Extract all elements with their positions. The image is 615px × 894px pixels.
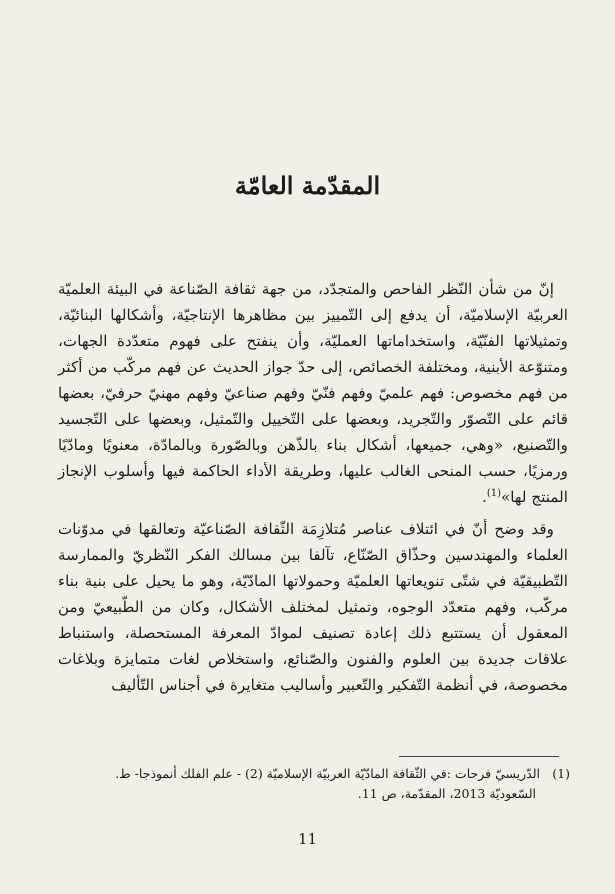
paragraph-1-text: إنّ من شأن النّظر الفاحص والمتجدّد، من جهة ثقافة الصّناعة في البيئة العلميّة العربيّة الإسلاميّة، أن يدفع إلى التّمييز بين مظاهرها الإنتاجيّة، وأشكالها البنائيّة، وتمثيلاتها الفنّيّة، واستخداماتها العمليّة، وأن ينفتح على فهوم متعدّدة الجهات، ومتنوّعة الأبنية، ومختلفة الخصائص، إلى حدّ جواز الحديث عن فهم مركّب من أكثر من فهم مخصوص: فهم علميّ وفهم فنّيّ وفهم صناعيّ وفهم مهنيّ حرفيّ، بعضها قائم على التّصوّر والتّجريد، وبعضها على التّخييل والتّمثيل، وبعضها على التّجسيد والتّصنيع، «وهي، جميعها، أشكال بناء بالذّهن وبالصّورة وبالمادّة، معنويًا ومادّيًا ورمزيًا، حسب المنحى الغالب عليها، وطريقة الأداء الحاكمة فيها وأسلوب الإنجاز المنتج لها» bbox=[58, 280, 568, 506]
body-text bbox=[58, 276, 568, 698]
footnote-divider bbox=[399, 756, 559, 757]
footnote bbox=[60, 764, 570, 804]
footnote-line-2: السّعوديّة 2013، المقدّمة، ص 11. bbox=[357, 786, 536, 801]
paragraph-1-tail: . bbox=[482, 488, 487, 506]
page-number: 11 bbox=[297, 830, 318, 848]
paragraph-2-text: وقد وضح أنّ في ائتلاف عناصر مُتلازِمَة الثّقافة الصّناعيّة وتعالقها في مدوّنات العلماء والمهندسين وحذّاق الصّنّاع، تآلفا بين مسالك الفكر النّظريّ والممارسة التّطبيقيّة في شتّى تنويعاتها العلميّة وحمولاتها المادّيّة، وهو ما يحيل على بنية بناء مركّب، وفهم متعدّد الوجوه، وتمثيل لمختلف الأشكال، وكان من الطّبيعيّ ومن المعقول أن يستتبع ذلك إعادة تصنيف لموادّ المعرفة المستحصلة، واستنباط علاقات جديدة بين العلوم والفنون والصّنائع، واستخلاص لغات متمايزة وبلاغات مخصوصة، في أنظمة التّفكير والتّعبير وأساليب متغايرة في أجناس التّأليف bbox=[58, 520, 568, 694]
footnote-number: (1) bbox=[552, 766, 570, 781]
footnote-line-1: الدّريسيّ فرحات :في الثّقافة المادّيّة العربيّة الإسلاميّة (2) - علم الفلك أنموذجا- ط. bbox=[115, 766, 541, 781]
paragraph-1 bbox=[58, 276, 568, 510]
footnote-reference[interactable]: (1) bbox=[486, 487, 502, 499]
paragraph-2 bbox=[58, 516, 568, 698]
chapter-title: المقدّمة العامّة bbox=[234, 171, 381, 200]
